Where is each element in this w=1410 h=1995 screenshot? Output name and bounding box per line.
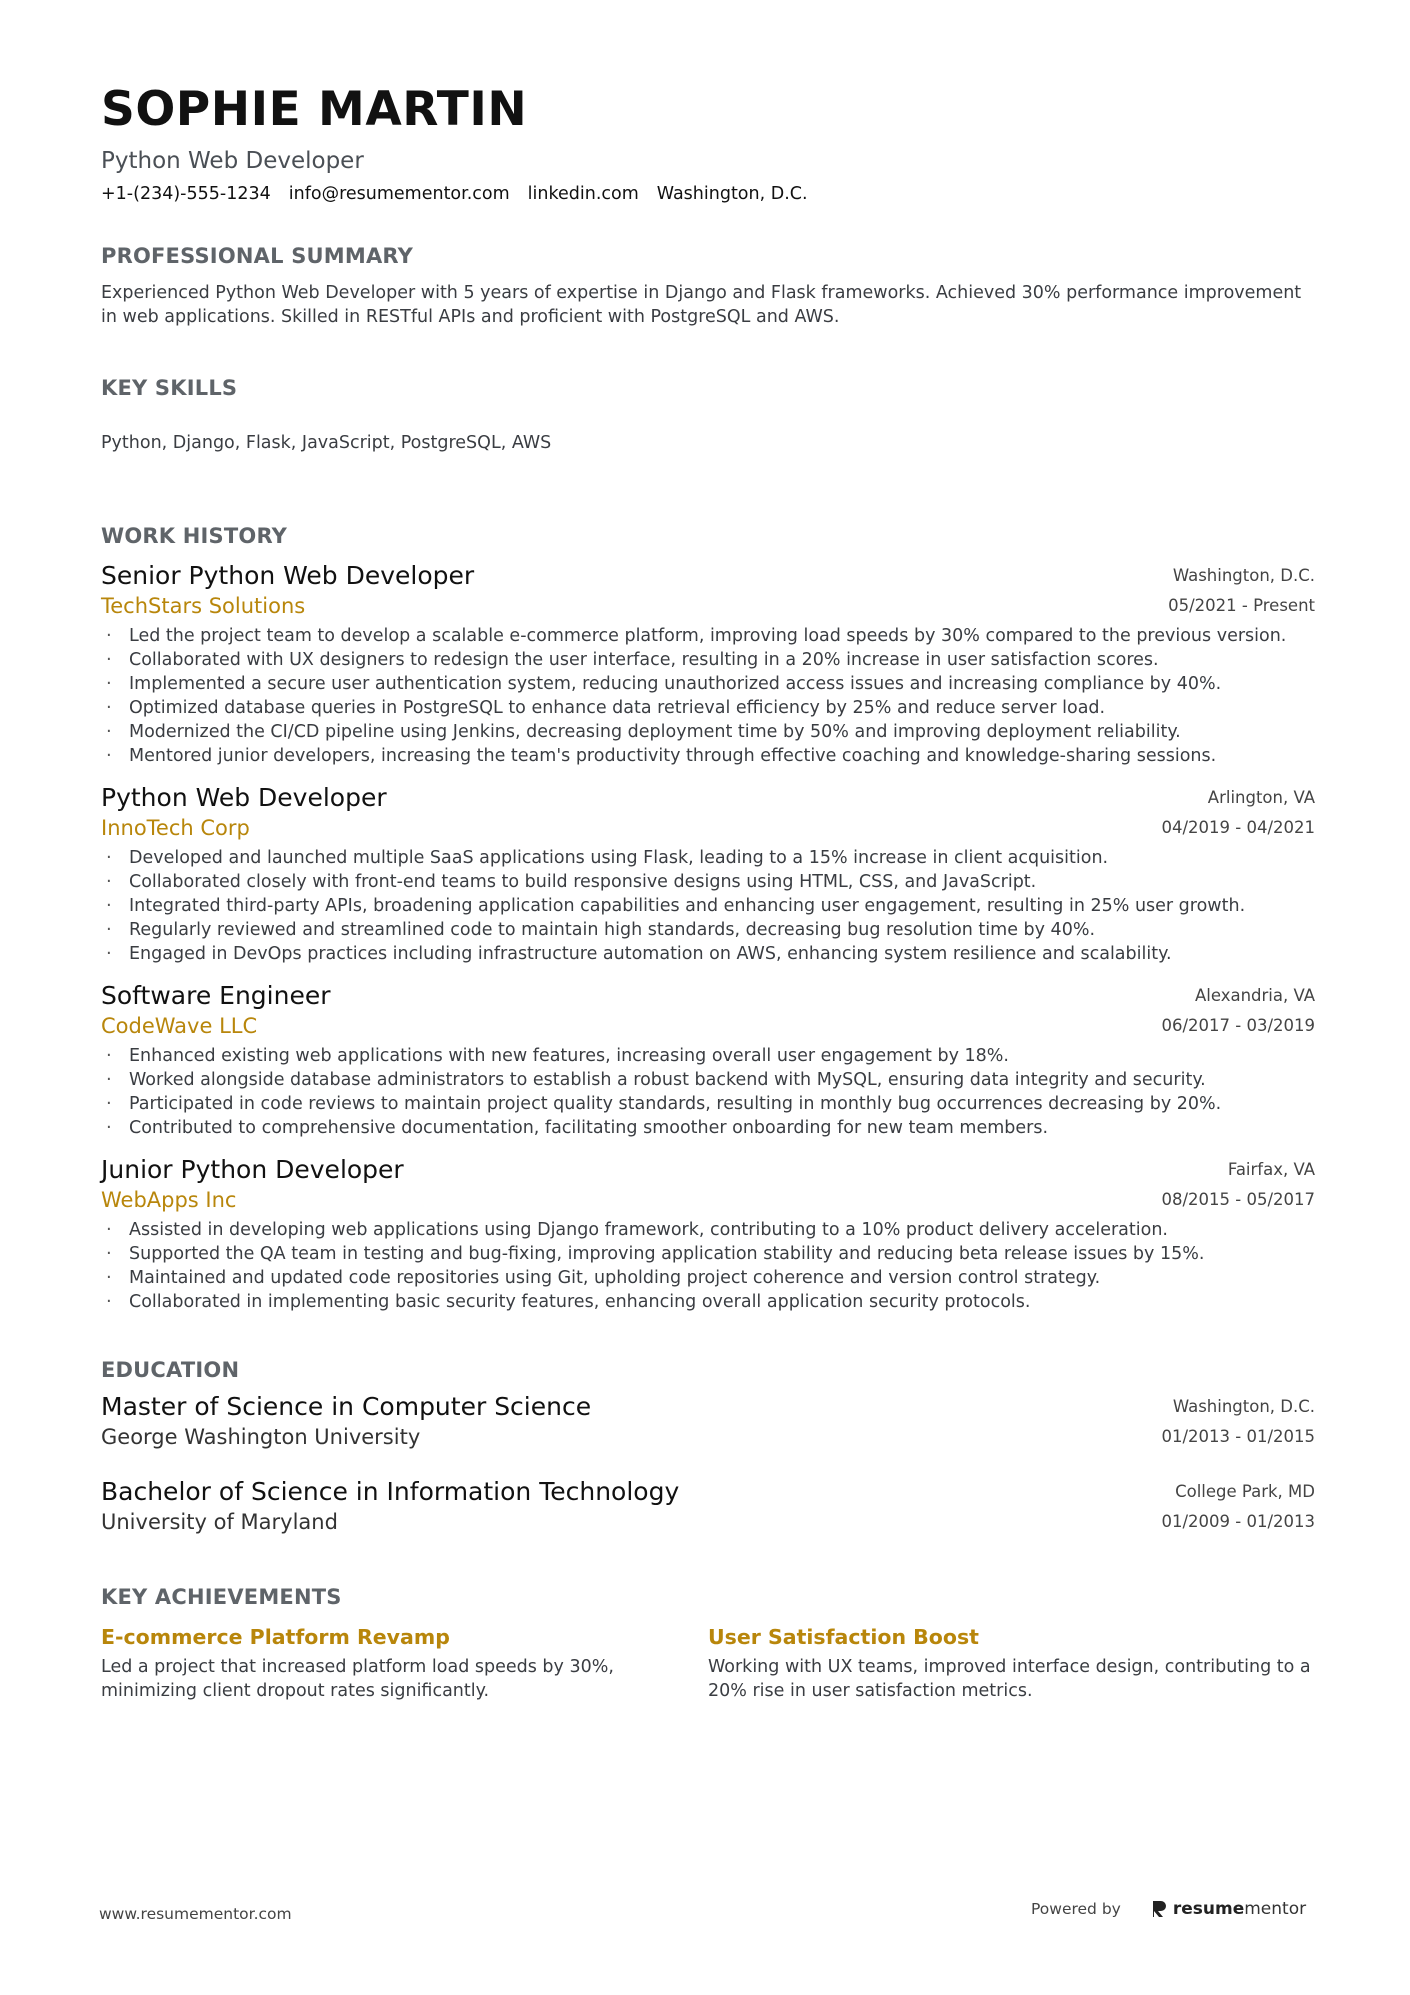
footer-website[interactable]: www.resumementor.com — [99, 1905, 292, 1923]
job-bullet: · Enhanced existing web applications with new features, increasing overall user engagement by 18%. — [101, 1044, 1315, 1068]
job-bullet: · Modernized the CI/CD pipeline using Jenkins, decreasing deployment time by 50% and improving deployment reliability. — [101, 720, 1315, 744]
job-title: Software Engineer — [101, 981, 331, 1011]
candidate-role: Python Web Developer — [101, 148, 364, 174]
achievement-title: E-commerce Platform Revamp — [101, 1625, 450, 1650]
job-company: TechStars Solutions — [101, 594, 306, 619]
contact-row — [101, 184, 1315, 204]
job-bullet: · Engaged in DevOps practices including infrastructure automation on AWS, enhancing system resilience and scalability. — [101, 942, 1315, 966]
education-section — [101, 1358, 1315, 1537]
job-dates: 05/2021 - Present — [1168, 596, 1315, 616]
job-company: CodeWave LLC — [101, 1014, 258, 1039]
job-bullet: · Contributed to comprehensive documentation, facilitating smoother onboarding for new team members. — [101, 1116, 1315, 1140]
job-bullet: · Assisted in developing web applications using Django framework, contributing to a 10% product delivery acceleration. — [101, 1218, 1315, 1242]
header — [101, 82, 1315, 205]
job-dates: 04/2019 - 04/2021 — [1161, 818, 1315, 838]
job-entry — [101, 783, 1315, 966]
job-header — [101, 981, 1315, 1041]
brand-logo[interactable] — [1151, 1899, 1306, 1919]
job-location: Arlington, VA — [1207, 788, 1315, 808]
achievement-card — [101, 1623, 708, 1703]
skills-section — [101, 376, 1315, 455]
job-bullet: · Worked alongside database administrators to establish a robust backend with MySQL, ensuring data integrity and security. — [101, 1068, 1315, 1092]
job-location: Fairfax, VA — [1227, 1160, 1315, 1180]
job-header — [101, 561, 1315, 621]
achievement-title: User Satisfaction Boost — [708, 1625, 979, 1650]
education-title: EDUCATION — [101, 1358, 240, 1383]
achievement-card — [708, 1623, 1315, 1703]
work-section — [101, 524, 1315, 1314]
job-bullet: · Optimized database queries in PostgreSQL to enhance data retrieval efficiency by 25% and reduce server load. — [101, 696, 1315, 720]
job-bullet: · Led the project team to develop a scalable e-commerce platform, improving load speeds by 30% compared to the previous version. — [101, 624, 1315, 648]
job-bullet: · Maintained and updated code repositories using Git, upholding project coherence and version control strategy. — [101, 1266, 1315, 1290]
achievement-text: Led a project that increased platform load speeds by 30%, minimizing client dropout rates significantly. — [101, 1657, 614, 1702]
education-dates: 01/2013 - 01/2015 — [1161, 1427, 1315, 1447]
education-entry — [101, 1477, 1315, 1537]
achievements-title: KEY ACHIEVEMENTS — [101, 1585, 342, 1610]
education-entry — [101, 1392, 1315, 1452]
job-bullet: · Participated in code reviews to maintain project quality standards, resulting in monthly bug occurrences decreasing by 20%. — [101, 1092, 1315, 1116]
education-dates: 01/2009 - 01/2013 — [1161, 1512, 1315, 1532]
job-bullet: · Supported the QA team in testing and bug-fixing, improving application stability and reducing beta release issues by 15%. — [101, 1242, 1315, 1266]
brand-name-bold: resume — [1172, 1899, 1245, 1919]
contact-linkedin[interactable]: linkedin.com — [527, 184, 639, 205]
job-title: Senior Python Web Developer — [101, 561, 475, 591]
brand-name-light: mentor — [1244, 1899, 1307, 1919]
powered-by-label: Powered by — [1031, 1900, 1121, 1918]
job-company: WebApps Inc — [101, 1188, 237, 1213]
job-bullet: · Implemented a secure user authentication system, reducing unauthorized access issues and increasing compliance by 40%. — [101, 672, 1315, 696]
education-location: Washington, D.C. — [1172, 1397, 1315, 1417]
job-bullet: · Mentored junior developers, increasing the team's productivity through effective coaching and knowledge-sharing sessions. — [101, 744, 1315, 768]
job-dates: 08/2015 - 05/2017 — [1161, 1190, 1315, 1210]
summary-title: PROFESSIONAL SUMMARY — [101, 244, 414, 269]
job-bullet: · Developed and launched multiple SaaS applications using Flask, leading to a 15% increase in client acquisition. — [101, 846, 1315, 870]
school-name: University of Maryland — [101, 1510, 338, 1535]
job-bullet: · Regularly reviewed and streamlined code to maintain high standards, decreasing bug resolution time by 40%. — [101, 918, 1315, 942]
job-bullet: · Collaborated in implementing basic security features, enhancing overall application security protocols. — [101, 1290, 1315, 1314]
skills-title: KEY SKILLS — [101, 376, 238, 401]
degree-title: Bachelor of Science in Information Technology — [101, 1477, 680, 1507]
job-location: Alexandria, VA — [1194, 986, 1315, 1006]
job-bullet: · Collaborated closely with front-end teams to build responsive designs using HTML, CSS, and JavaScript. — [101, 870, 1315, 894]
achievement-text: Working with UX teams, improved interface design, contributing to a 20% rise in user satisfaction metrics. — [708, 1657, 1311, 1702]
job-entry — [101, 1155, 1315, 1314]
candidate-name: SOPHIE MARTIN — [101, 82, 528, 137]
job-company: InnoTech Corp — [101, 816, 250, 841]
achievements-section — [101, 1585, 1315, 1703]
job-bullet: · Integrated third-party APIs, broadening application capabilities and enhancing user engagement, resulting in 25% user growth. — [101, 894, 1315, 918]
skills-text: Python, Django, Flask, JavaScript, PostgreSQL, AWS — [101, 433, 552, 454]
contact-location: Washington, D.C. — [656, 184, 808, 205]
summary-section — [101, 244, 1315, 329]
school-name: George Washington University — [101, 1425, 421, 1450]
job-location: Washington, D.C. — [1172, 566, 1315, 586]
job-bullets — [101, 1044, 1315, 1140]
degree-title: Master of Science in Computer Science — [101, 1392, 592, 1422]
summary-text: Experienced Python Web Developer with 5 years of expertise in Django and Flask frameworks. Achieved 30% performance improvement in web applications. Skilled in RESTful APIs and proficient with PostgreSQL and AWS. — [101, 283, 1302, 328]
work-title: WORK HISTORY — [101, 524, 288, 549]
job-bullets — [101, 846, 1315, 966]
job-header — [101, 1155, 1315, 1215]
resumementor-logo-icon — [1151, 1899, 1167, 1919]
job-title: Junior Python Developer — [101, 1155, 404, 1185]
job-header — [101, 783, 1315, 843]
job-entry — [101, 981, 1315, 1140]
contact-phone: +1-(234)-555-1234 — [101, 184, 271, 205]
education-location: College Park, MD — [1175, 1482, 1315, 1502]
achievements-grid — [101, 1623, 1315, 1703]
job-entry — [101, 561, 1315, 768]
job-bullet: · Collaborated with UX designers to redesign the user interface, resulting in a 20% increase in user satisfaction scores. — [101, 648, 1315, 672]
job-bullets — [101, 1218, 1315, 1314]
contact-email[interactable]: info@resumementor.com — [288, 184, 510, 205]
resume-page — [101, 82, 1315, 1703]
job-dates: 06/2017 - 03/2019 — [1161, 1016, 1315, 1036]
job-title: Python Web Developer — [101, 783, 387, 813]
footer-branding — [1031, 1899, 1306, 1919]
job-bullets — [101, 624, 1315, 768]
